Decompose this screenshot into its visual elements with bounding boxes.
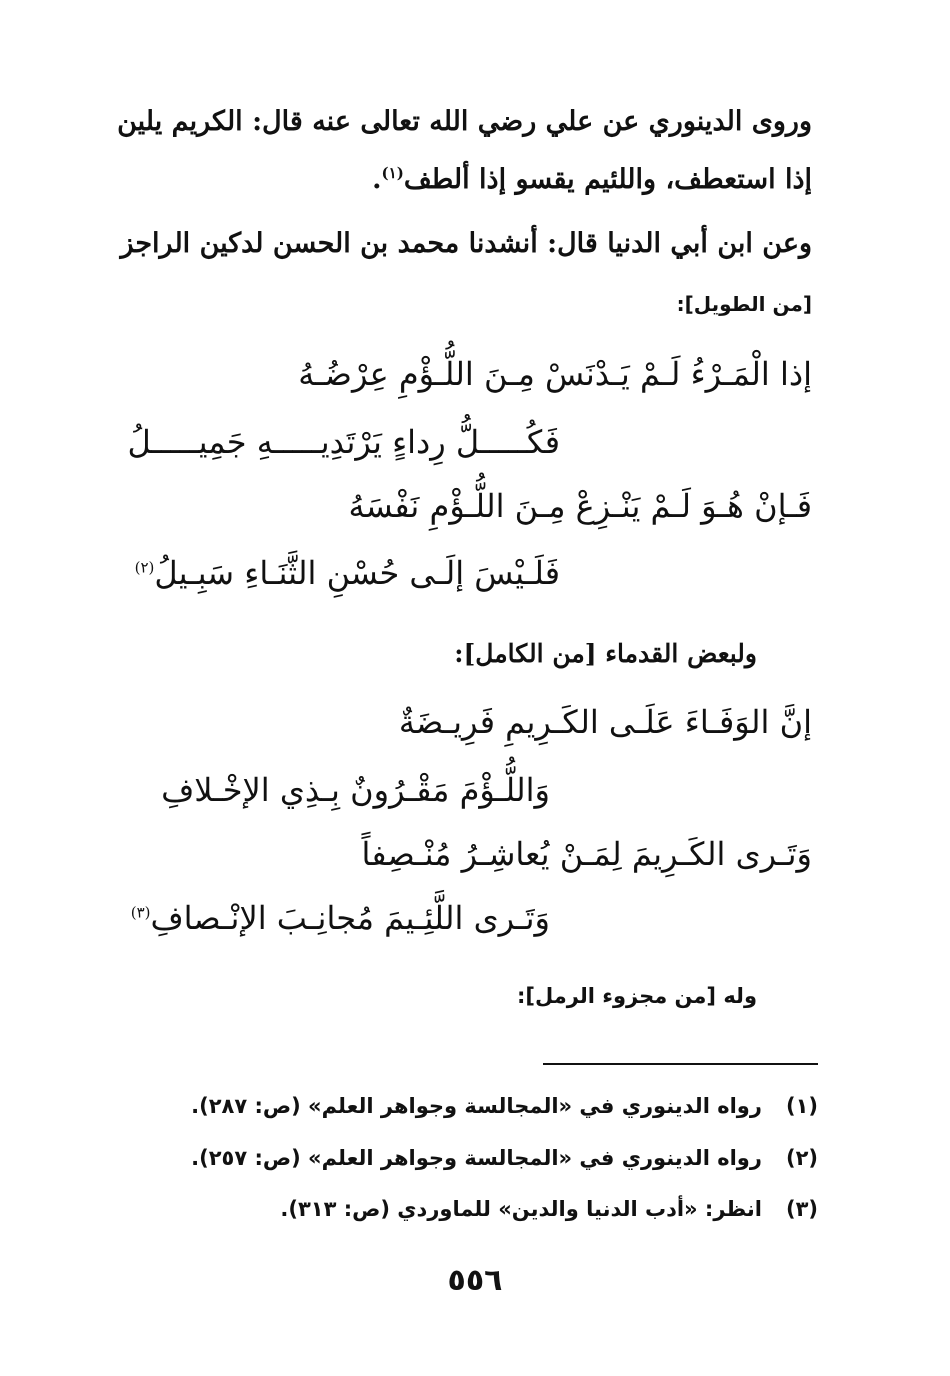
footnote-1 [191, 1096, 818, 1117]
paragraph-3-intro [454, 641, 757, 666]
footnote-ref-2: (٢) [134, 558, 155, 577]
footnote-3-number: (٣) [785, 1197, 818, 1221]
poem-1-verse-4-text: فَلَـيْسَ إلَـى حُسْنِ الثَّنَـاءِ سَبِـيلُ [154, 554, 560, 592]
footnote-ref-1: (١) [381, 164, 404, 182]
paragraph-1-line-1 [117, 108, 812, 135]
poem-2-verse-2-text: وَاللُّـؤْمَ مَقْـرُونٌ بِـذِي الإخْـلافِ [161, 771, 550, 809]
poem-1-verse-1 [298, 355, 812, 393]
poem-2-verse-2 [161, 771, 550, 809]
paragraph-2-meter-text: [من الطويل]: [676, 292, 812, 316]
paragraph-2-line-1 [120, 230, 812, 257]
footnote-ref-3: (٣) [130, 903, 151, 922]
poem-2-verse-3 [361, 835, 812, 873]
paragraph-4-intro [517, 986, 757, 1007]
footnote-3-text: انظر: «أدب الدنيا والدين» للماوردي (ص: ٣١٣). [280, 1197, 762, 1221]
footnote-3 [280, 1199, 818, 1220]
poem-1-verse-1-text: إذا الْمَـرْءُ لَـمْ يَـدْنَسْ مِـنَ اللُّـؤْمِ عِرْضُـهُ [298, 355, 812, 393]
poem-2-verse-1-text: إنَّ الوَفَـاءَ عَلَـى الكَـرِيمِ فَرِيـضَةٌ [398, 703, 812, 741]
poem-2-verse-4 [130, 899, 550, 937]
footnote-1-number: (١) [785, 1094, 818, 1118]
paragraph-2-meter [677, 294, 812, 314]
paragraph-2-line-1-text: وعن ابن أبي الدنيا قال: أنشدنا محمد بن الحسن لدكين الراجز [120, 228, 812, 259]
footnote-1-text: رواه الدينوري في «المجالسة وجواهر العلم» (ص: ٢٨٧). [191, 1094, 762, 1118]
page-number: ٥٥٦ [447, 1263, 503, 1298]
poem-2-verse-3-text: وَتَـرى الكَـرِيمَ لِمَـنْ يُعاشِـرُ مُنْـصِفاً [361, 835, 812, 873]
paragraph-1-line-2-text: إذا استعطف، واللئيم يقسو إذا ألطف [403, 164, 812, 195]
paragraph-1-line-2 [372, 166, 812, 193]
poem-1-verse-4 [134, 554, 560, 592]
paragraph-1-end-mark: . [372, 164, 382, 195]
footnote-2-text: رواه الدينوري في «المجالسة وجواهر العلم» (ص: ٢٥٧). [191, 1146, 762, 1170]
poem-1-verse-3 [348, 487, 812, 525]
footnote-2 [191, 1148, 818, 1169]
footnote-2-number: (٢) [785, 1146, 818, 1170]
poem-2-verse-4-text: وَتَـرى اللَّئِـيمَ مُجانِـبَ الإنْـصافِ [150, 899, 550, 937]
paragraph-4-intro-text: وله [من مجزوء الرمل]: [517, 984, 757, 1008]
footnote-separator [543, 1063, 818, 1065]
poem-1-verse-2 [127, 423, 560, 461]
paragraph-3-intro-text: ولبعض القدماء [من الكامل]: [454, 639, 757, 668]
paragraph-1-line-1-text: وروى الدينوري عن علي رضي الله تعالى عنه قال: الكريم يلين [117, 106, 812, 137]
poem-1-verse-2-text: فَكُـــــلُّ رِداءٍ يَرْتَدِيـــــهِ جَمِيـــــلُ [127, 423, 560, 461]
poem-1-verse-3-text: فَـإنْ هُـوَ لَـمْ يَنْـزِعْ مِـنَ اللُّـؤْمِ نَفْسَهُ [348, 487, 812, 525]
poem-2-verse-1 [398, 703, 812, 741]
